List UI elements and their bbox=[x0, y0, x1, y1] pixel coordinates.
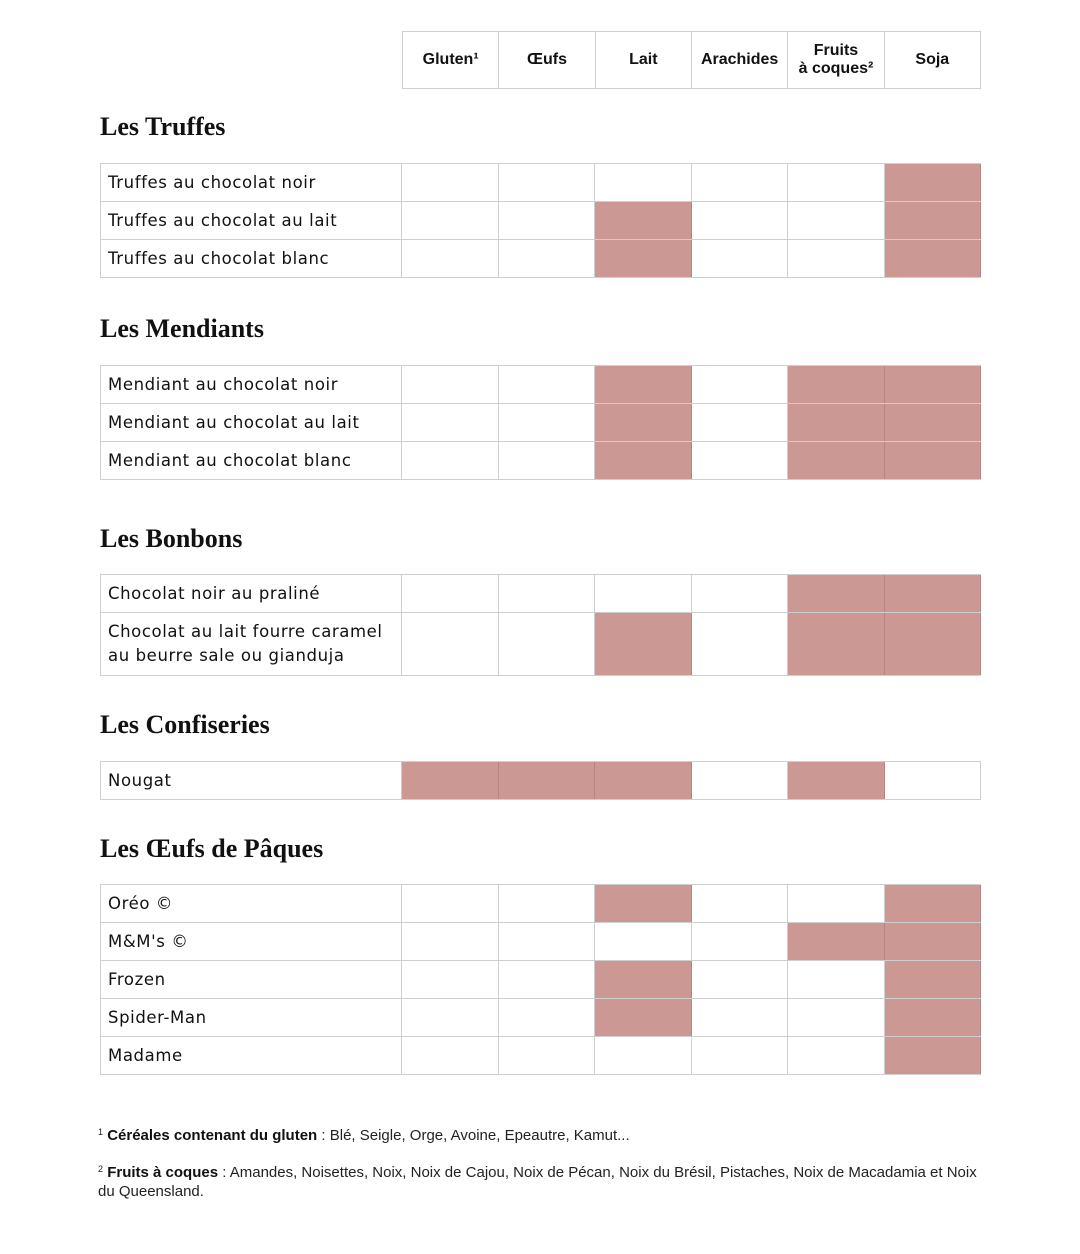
allergen-absent-cell bbox=[788, 240, 885, 277]
table-row bbox=[100, 999, 981, 1037]
allergen-absent-cell bbox=[692, 404, 789, 441]
allergen-absent-cell bbox=[692, 885, 789, 922]
allergen-absent-cell bbox=[499, 202, 596, 239]
allergen-absent-cell bbox=[595, 575, 692, 612]
product-name: Truffes au chocolat au lait bbox=[100, 202, 402, 239]
product-name: Spider-Man bbox=[100, 999, 402, 1036]
table-confiseries bbox=[100, 761, 981, 800]
allergen-absent-cell bbox=[885, 762, 982, 799]
header-oeufs: Œufs bbox=[499, 32, 595, 88]
allergen-absent-cell bbox=[788, 1037, 885, 1074]
allergen-present-cell bbox=[595, 442, 692, 479]
allergen-absent-cell bbox=[692, 164, 789, 201]
table-row bbox=[100, 366, 981, 404]
allergen-absent-cell bbox=[402, 575, 499, 612]
allergen-absent-cell bbox=[692, 762, 789, 799]
allergen-present-cell bbox=[885, 442, 982, 479]
allergen-absent-cell bbox=[692, 923, 789, 960]
allergen-present-cell bbox=[885, 240, 982, 277]
allergen-absent-cell bbox=[499, 404, 596, 441]
product-name: Chocolat au lait fourre caramel au beurre sale ou gianduja bbox=[100, 613, 402, 675]
allergen-absent-cell bbox=[788, 961, 885, 998]
allergen-present-cell bbox=[885, 366, 982, 403]
footnote-term: Fruits à coques bbox=[107, 1164, 219, 1181]
footnote-mark: 2 bbox=[98, 1164, 104, 1174]
allergen-absent-cell bbox=[692, 1037, 789, 1074]
allergen-absent-cell bbox=[499, 1037, 596, 1074]
footnote-gluten bbox=[98, 1123, 978, 1145]
allergen-absent-cell bbox=[499, 575, 596, 612]
allergen-present-cell bbox=[595, 762, 692, 799]
allergen-absent-cell bbox=[402, 202, 499, 239]
allergen-absent-cell bbox=[788, 885, 885, 922]
allergen-present-cell bbox=[885, 575, 982, 612]
allergen-present-cell bbox=[788, 366, 885, 403]
allergen-present-cell bbox=[595, 961, 692, 998]
table-row bbox=[100, 923, 981, 961]
product-name: Madame bbox=[100, 1037, 402, 1074]
allergen-absent-cell bbox=[402, 1037, 499, 1074]
allergen-present-cell bbox=[595, 366, 692, 403]
allergen-absent-cell bbox=[499, 961, 596, 998]
product-name: Frozen bbox=[100, 961, 402, 998]
footnote-term: Céréales contenant du gluten bbox=[107, 1127, 318, 1144]
allergen-present-cell bbox=[788, 404, 885, 441]
allergen-absent-cell bbox=[692, 999, 789, 1036]
footnote-text: : Blé, Seigle, Orge, Avoine, Epeautre, Kamut... bbox=[317, 1127, 630, 1144]
header-arachides: Arachides bbox=[692, 32, 788, 88]
allergen-present-cell bbox=[595, 885, 692, 922]
header-gluten: Gluten¹ bbox=[403, 32, 499, 88]
allergen-absent-cell bbox=[595, 164, 692, 201]
allergen-absent-cell bbox=[402, 442, 499, 479]
allergen-absent-cell bbox=[499, 164, 596, 201]
table-row bbox=[100, 1037, 981, 1075]
section-title-mendiants: Les Mendiants bbox=[100, 314, 264, 343]
allergen-absent-cell bbox=[499, 442, 596, 479]
allergen-present-cell bbox=[595, 999, 692, 1036]
table-row bbox=[100, 442, 981, 480]
allergen-present-cell bbox=[885, 923, 982, 960]
allergen-absent-cell bbox=[499, 885, 596, 922]
footnote-fruits-a-coques bbox=[98, 1160, 978, 1201]
header-fruits-a-coques: Fruits à coques² bbox=[788, 32, 884, 88]
product-name: Mendiant au chocolat au lait bbox=[100, 404, 402, 441]
allergen-absent-cell bbox=[499, 366, 596, 403]
product-name: Mendiant au chocolat blanc bbox=[100, 442, 402, 479]
section-title-confiseries: Les Confiseries bbox=[100, 710, 270, 739]
product-name: Truffes au chocolat noir bbox=[100, 164, 402, 201]
allergen-present-cell bbox=[788, 923, 885, 960]
header-lait: Lait bbox=[596, 32, 692, 88]
allergen-present-cell bbox=[885, 961, 982, 998]
product-name: Mendiant au chocolat noir bbox=[100, 366, 402, 403]
allergen-absent-cell bbox=[402, 240, 499, 277]
allergen-absent-cell bbox=[692, 575, 789, 612]
allergen-absent-cell bbox=[692, 442, 789, 479]
allergen-absent-cell bbox=[402, 961, 499, 998]
allergen-absent-cell bbox=[402, 366, 499, 403]
allergen-absent-cell bbox=[595, 1037, 692, 1074]
section-title-truffes: Les Truffes bbox=[100, 112, 226, 141]
allergen-absent-cell bbox=[788, 164, 885, 201]
allergen-absent-cell bbox=[402, 885, 499, 922]
table-row bbox=[100, 961, 981, 999]
allergen-present-cell bbox=[402, 762, 499, 799]
table-bonbons bbox=[100, 574, 981, 676]
table-row bbox=[100, 164, 981, 202]
allergen-absent-cell bbox=[499, 923, 596, 960]
allergen-absent-cell bbox=[788, 999, 885, 1036]
allergen-absent-cell bbox=[692, 240, 789, 277]
allergen-present-cell bbox=[499, 762, 596, 799]
allergen-present-cell bbox=[885, 999, 982, 1036]
allergen-absent-cell bbox=[788, 202, 885, 239]
table-mendiants bbox=[100, 365, 981, 480]
allergen-present-cell bbox=[595, 404, 692, 441]
table-row bbox=[100, 202, 981, 240]
allergen-present-cell bbox=[788, 575, 885, 612]
allergen-absent-cell bbox=[692, 961, 789, 998]
table-row bbox=[100, 762, 981, 800]
table-row bbox=[100, 240, 981, 278]
table-row bbox=[100, 575, 981, 613]
allergen-absent-cell bbox=[692, 366, 789, 403]
allergen-present-cell bbox=[885, 885, 982, 922]
section-title-oeufs-de-paques: Les Œufs de Pâques bbox=[100, 834, 324, 863]
allergen-absent-cell bbox=[402, 613, 499, 675]
allergen-absent-cell bbox=[402, 999, 499, 1036]
table-row bbox=[100, 404, 981, 442]
allergen-present-cell bbox=[788, 613, 885, 675]
allergen-absent-cell bbox=[692, 613, 789, 675]
allergen-absent-cell bbox=[402, 404, 499, 441]
product-name: Nougat bbox=[100, 762, 402, 799]
header-soja: Soja bbox=[885, 32, 981, 88]
allergen-present-cell bbox=[788, 762, 885, 799]
allergen-present-cell bbox=[885, 202, 982, 239]
allergen-present-cell bbox=[595, 613, 692, 675]
table-truffes bbox=[100, 163, 981, 278]
product-name: Truffes au chocolat blanc bbox=[100, 240, 402, 277]
allergen-present-cell bbox=[885, 613, 982, 675]
allergen-absent-cell bbox=[402, 923, 499, 960]
allergen-header bbox=[402, 31, 981, 89]
allergen-present-cell bbox=[885, 164, 982, 201]
allergen-absent-cell bbox=[499, 999, 596, 1036]
footnote-mark: 1 bbox=[98, 1127, 104, 1137]
footnote-text: : Amandes, Noisettes, Noix, Noix de Cajou, Noix de Pécan, Noix du Brésil, Pistaches, Noix de Macadamia et Noix du Queensland. bbox=[98, 1164, 977, 1200]
product-name: Chocolat noir au praliné bbox=[100, 575, 402, 612]
allergen-absent-cell bbox=[692, 202, 789, 239]
allergen-present-cell bbox=[595, 240, 692, 277]
allergen-absent-cell bbox=[499, 240, 596, 277]
allergen-absent-cell bbox=[499, 613, 596, 675]
allergen-present-cell bbox=[885, 404, 982, 441]
allergen-present-cell bbox=[788, 442, 885, 479]
table-row bbox=[100, 885, 981, 923]
table-row bbox=[100, 613, 981, 676]
product-name: Oréo © bbox=[100, 885, 402, 922]
allergen-present-cell bbox=[595, 202, 692, 239]
product-name: M&M's © bbox=[100, 923, 402, 960]
allergen-absent-cell bbox=[595, 923, 692, 960]
table-oeufs-de-paques bbox=[100, 884, 981, 1075]
allergen-absent-cell bbox=[402, 164, 499, 201]
section-title-bonbons: Les Bonbons bbox=[100, 524, 243, 553]
allergen-present-cell bbox=[885, 1037, 982, 1074]
